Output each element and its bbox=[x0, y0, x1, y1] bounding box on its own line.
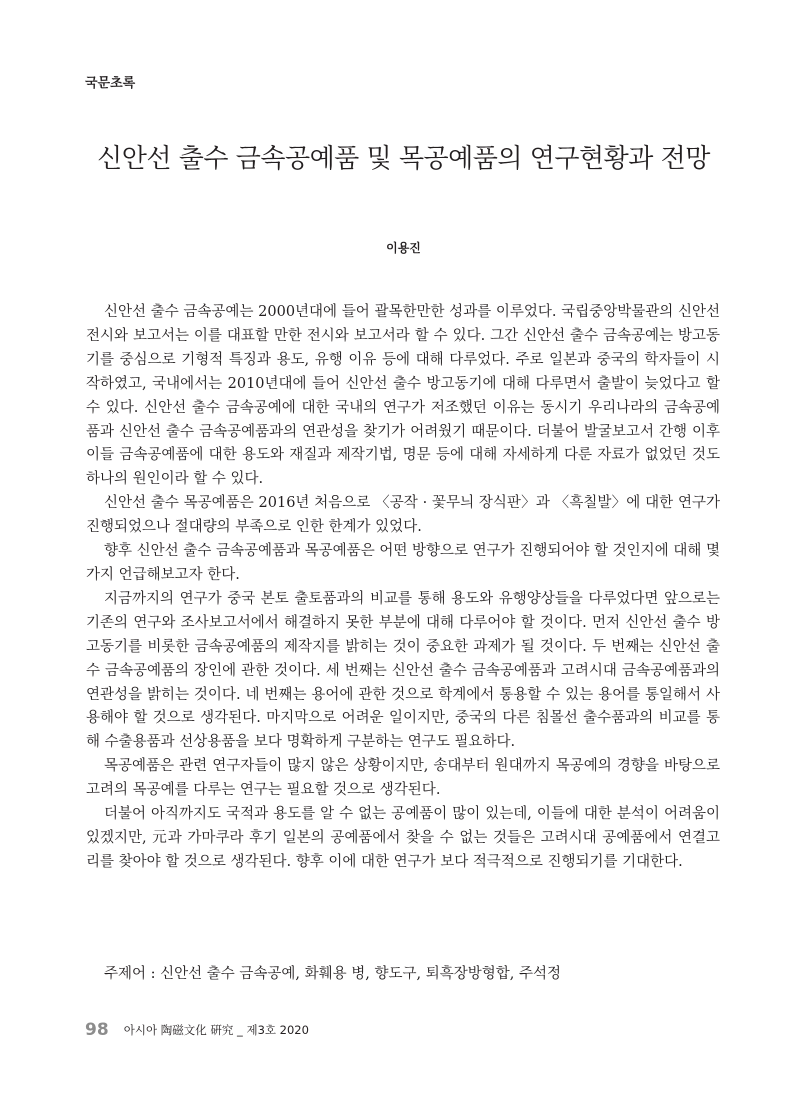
abstract-paragraph: 목공예품은 관련 연구자들이 많지 않은 상황이지만, 송대부터 원대까지 목공예의 경향을 바탕으로 고려의 목공예를 다루는 연구는 필요할 것으로 생각된다. bbox=[86, 758, 720, 799]
abstract-paragraph: 더불어 아직까지도 국적과 용도를 알 수 없는 공예품이 많이 있는데, 이들에 대한 분석이 어려움이 있겠지만, 元과 가마쿠라 후기 일본의 공예품에서 찾을 수 없는 것들은 고려시대 공예품에서 연결고리를 찾아야 할 것으로 생각된다. 향후 이에 대한 연구가 보다 적극적으로 진행되기를 기대한다. bbox=[86, 806, 720, 870]
page-footer bbox=[85, 1020, 309, 1040]
author-name: 이용진 bbox=[386, 241, 421, 255]
abstract-paragraph: 신안선 출수 금속공예는 2000년대에 들어 괄목한만한 성과를 이루었다. 국립중앙박물관의 신안선 전시와 보고서는 이를 대표할 만한 전시와 보고서라 할 수 있다. 그간 신안선 출수 금속공예는 방고동기를 중심으로 기형적 특징과 용도, 유행 이유 등에 대해 다루었다. 주로 일본과 중국의 학자들이 시작하였고, 국내에서는 2010년대에 들어 신안선 출수 방고동기에 대해 다루면서 출발이 늦었다고 할 수 있다. 신안선 출수 금속공예에 대한 국내의 연구가 저조했던 이유는 동시기 우리나라의 금속공예품과 신안선 출수 금속공예품과의 연관성을 찾기가 어려웠기 때문이다. 더불어 발굴보고서 간행 이후 이들 금속공예품에 대한 용도와 재질과 제작기법, 명문 등에 대해 자세하게 다룬 자료가 없었던 것도 하나의 원인이라 할 수 있다. bbox=[86, 304, 720, 488]
journal-info: 아시아 陶磁文化 硏究 _ 제3호 2020 bbox=[123, 1023, 309, 1037]
abstract-paragraph: 지금까지의 연구가 중국 본토 출토품과의 비교를 통해 용도와 유행양상들을 다루었다면 앞으로는 기존의 연구와 조사보고서에서 해결하지 못한 부분에 대해 다루어야 할 것이다. 먼저 신안선 출수 방고동기를 비롯한 금속공예품의 제작지를 밝히는 것이 중요한 과제가 될 것이다. 두 번째는 신안선 출수 금속공예품의 장인에 관한 것이다. 세 번째는 신안선 출수 금속공예품과 고려시대 금속공예품과의 연관성을 밝히는 것이다. 네 번째는 용어에 관한 것으로 학계에서 통용할 수 있는 용어를 통일해서 사용해야 할 것으로 생각된다. 마지막으로 어려운 일이지만, 중국의 다른 침몰선 출수품과의 비교를 통해 수출용품과 선상용품을 보다 명확하게 구분하는 연구도 필요하다. bbox=[86, 590, 720, 751]
page-number: 98 bbox=[85, 1020, 109, 1040]
abstract-paragraph: 향후 신안선 출수 금속공예품과 목공예품은 어떤 방향으로 연구가 진행되어야 할 것인지에 대해 몇 가지 언급해보고자 한다. bbox=[86, 543, 720, 583]
paper-title: 신안선 출수 금속공예품 및 목공예품의 연구현황과 전망 bbox=[97, 144, 710, 175]
abstract-body bbox=[86, 301, 720, 875]
abstract-paragraph: 신안선 출수 목공예품은 2016년 처음으로 〈공작 · 꽃무늬 장식판〉과 〈흑칠발〉에 대한 연구가 진행되었으나 절대량의 부족으로 인한 한계가 있었다. bbox=[86, 495, 720, 536]
keywords-line: 주제어 : 신안선 출수 금속공예, 화훼용 병, 향도구, 퇴흑장방형합, 주석정 bbox=[104, 966, 561, 982]
section-label: 국문초록 bbox=[85, 76, 136, 91]
